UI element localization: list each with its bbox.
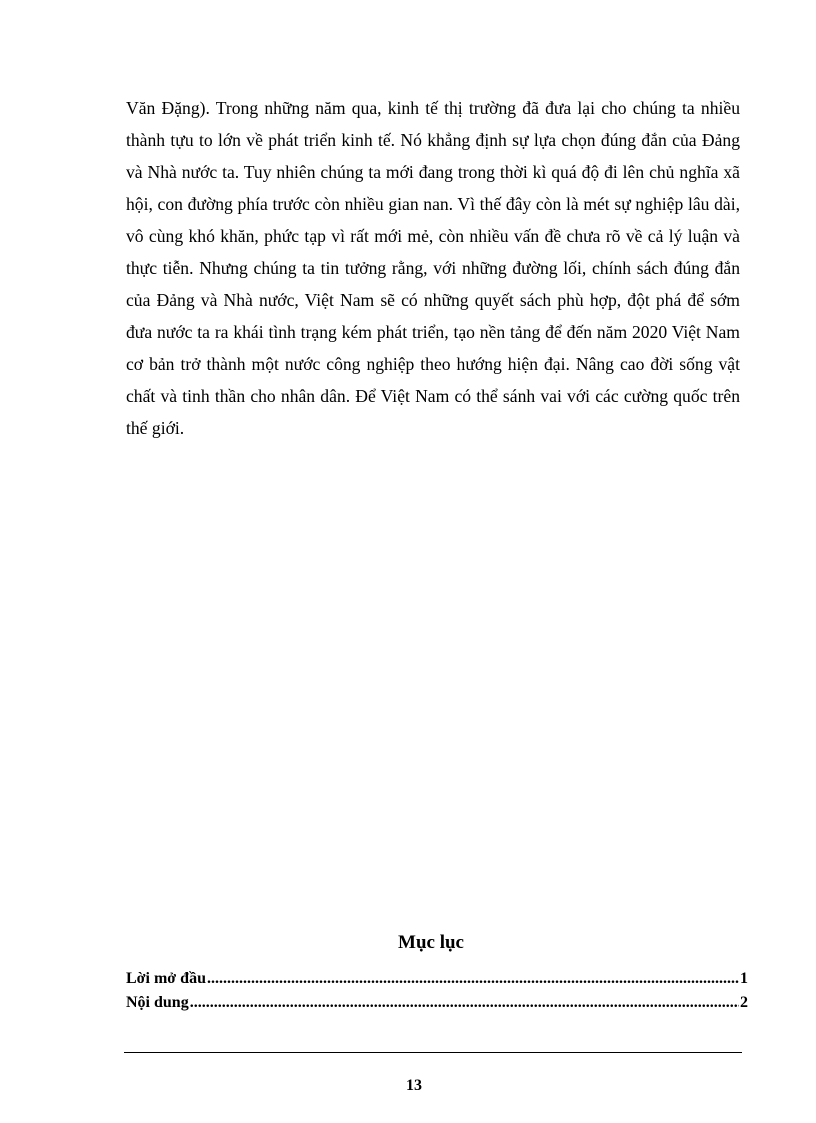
toc-title: Mục lục: [398, 932, 464, 953]
page-number: 13: [406, 1077, 422, 1094]
footer-divider: [124, 1052, 742, 1053]
toc-entry-page: 1: [740, 970, 748, 987]
toc-entry-loi-mo-dau[interactable]: [126, 967, 748, 991]
toc-entry-noi-dung[interactable]: [126, 991, 748, 1015]
toc-dot-leader: [207, 967, 739, 991]
toc-entry-label: Nội dung: [126, 994, 189, 1011]
toc-entry-label: Lời mở đầu: [126, 970, 206, 987]
table-of-contents: [126, 967, 748, 1015]
toc-dot-leader: [190, 991, 739, 1015]
body-paragraph: Văn Đặng). Trong những năm qua, kinh tế thị trường đã đưa lại cho chúng ta nhiều thành tựu to lớn về phát triển kinh tế. Nó khẳng định sự lựa chọn đúng đắn của Đảng và Nhà nước ta. Tuy nhiên chúng ta mới đang trong thời kì quá độ đi lên chủ nghĩa xã hội, con đường phía trước còn nhiều gian nan. Vì thế đây còn là mét sự nghiệp lâu dài, vô cùng khó khăn, phức tạp vì rất mới mẻ, còn nhiều vấn đề chưa rõ về cả lý luận và thực tiễn. Nhưng chúng ta tin tưởng rằng, với những đường lối, chính sách đúng đắn của Đảng và Nhà nước, Việt Nam sẽ có những quyết sách phù hợp, đột phá để sớm đưa nước ta ra khái tình trạng kém phát triển, tạo nền tảng để đến năm 2020 Việt Nam cơ bản trở thành một nước công nghiệp theo hướng hiện đại. Nâng cao đời sống vật chất và tinh thần cho nhân dân. Để Việt Nam có thể sánh vai với các cường quốc trên thế giới.: [126, 98, 740, 438]
toc-entry-page: 2: [740, 994, 748, 1011]
